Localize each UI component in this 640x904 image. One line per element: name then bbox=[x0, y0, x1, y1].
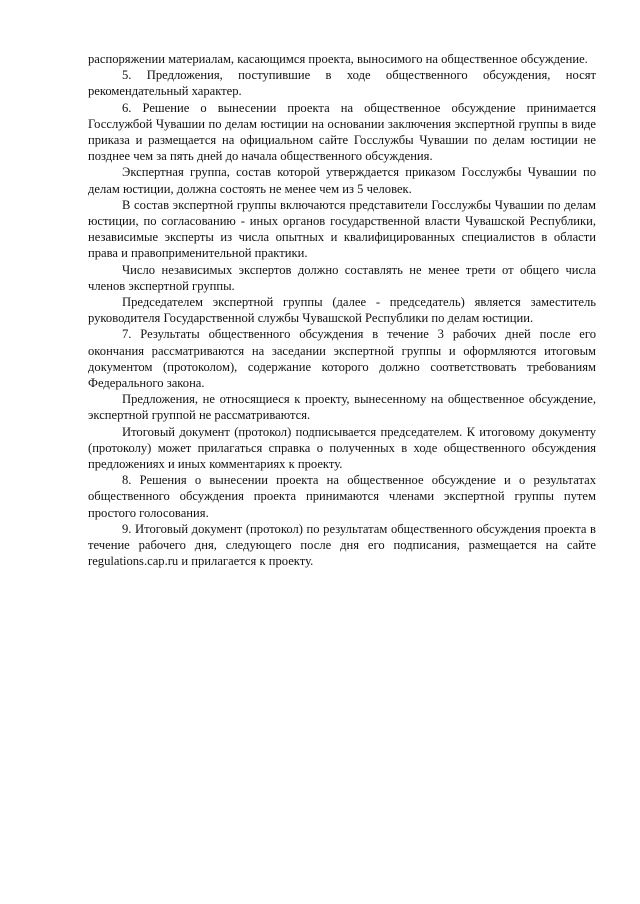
paragraph-unrelated-proposals: Предложения, не относящиеся к проекту, вынесенному на общественное обсуждение, экспертной группой не рассматриваются. bbox=[88, 392, 596, 423]
paragraph-item-5: 5. Предложения, поступившие в ходе общественного обсуждения, носят рекомендательный характер. bbox=[88, 68, 596, 99]
paragraph-expert-group-composition: Экспертная группа, состав которой утверждается приказом Госслужбы Чувашии по делам юстиции, должна состоять не менее чем из 5 человек. bbox=[88, 165, 596, 196]
paragraph-item-6: 6. Решение о вынесении проекта на общественное обсуждение принимается Госслужбой Чувашии по делам юстиции на основании заключения экспертной группы в виде приказа и размещается на официальном сайте Госслужбы Чувашии по делам юстиции не позднее чем за пять дней до начала общественного обсуждения. bbox=[88, 100, 596, 164]
paragraph-item-7: 7. Результаты общественного обсуждения в течение 3 рабочих дней после его окончания рассматриваются на заседании экспертной группы и оформляются итоговым документом (протоколом), содержание которого должно соответствовать требованиям Федерального закона. bbox=[88, 327, 596, 391]
paragraph-item-8: 8. Решения о вынесении проекта на общественное обсуждение и о результатах общественного обсуждения проекта принимаются членами экспертной группы путем простого голосования. bbox=[88, 473, 596, 520]
paragraph-expert-group-members: В состав экспертной группы включаются представители Госслужбы Чувашии по делам юстиции, по согласованию - иных органов государственной власти Чувашской Республики, независимые эксперты из числа опытных и квалифицированных специалистов в области права и правоприменительной практики. bbox=[88, 197, 596, 261]
paragraph-independent-experts: Число независимых экспертов должно составлять не менее трети от общего числа членов экспертной группы. bbox=[88, 262, 596, 293]
document-body bbox=[88, 51, 596, 570]
paragraph-chairman: Председателем экспертной группы (далее - председатель) является заместитель руководителя Государственной службы Чувашской Республики по делам юстиции. bbox=[88, 295, 596, 326]
paragraph-protocol-signing: Итоговый документ (протокол) подписывается председателем. К итоговому документу (протоколу) может прилагаться справка о полученных в ходе общественного обсуждения предложениях и иных комментариях к проекту. bbox=[88, 424, 596, 472]
paragraph-item-9: 9. Итоговый документ (протокол) по результатам общественного обсуждения проекта в течение рабочего дня, следующего после дня его подписания, размещается на сайте regulations.cap.ru и прилагается к проекту. bbox=[88, 521, 596, 569]
paragraph-continuation: распоряжении материалам, касающимся проекта, выносимого на общественное обсуждение. bbox=[88, 52, 588, 66]
